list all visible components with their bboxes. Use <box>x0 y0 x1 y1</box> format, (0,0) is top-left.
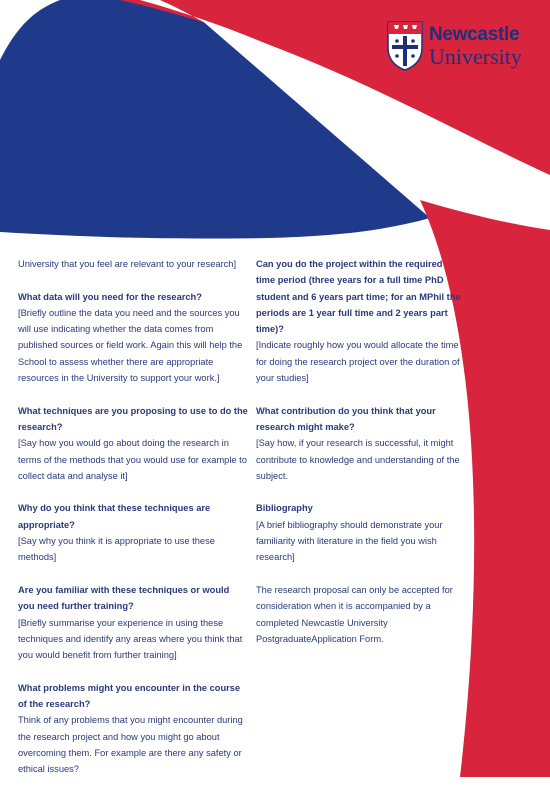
section-appropriate <box>18 500 248 565</box>
intro-text: University that you feel are relevant to your research] <box>18 259 237 269</box>
right-column <box>256 256 462 663</box>
section-problems <box>18 680 248 778</box>
section-bibliography <box>256 500 462 565</box>
section-body: [Briefly summarise your experience in using these techniques and identify any areas where you think that you would benefit from further training] <box>18 617 243 661</box>
section-heading: What techniques are you proposing to use to do the research? <box>18 405 248 432</box>
logo-wordmark <box>429 25 522 68</box>
section-body: Think of any problems that you might encounter during the research project and how you might go about overcoming them. For example are there any safety or ethical issues? <box>18 715 243 775</box>
closing-paragraph <box>256 582 462 647</box>
intro-paragraph <box>18 256 248 272</box>
section-heading: What data will you need for the research? <box>18 291 202 302</box>
university-logo <box>386 17 528 75</box>
shield-crest-icon <box>386 20 424 72</box>
section-body: [Say how you would go about doing the research in terms of the methods that you would use for example to collect data and analyse it] <box>18 438 247 481</box>
section-time-period <box>256 256 462 386</box>
section-training <box>18 582 248 663</box>
section-heading: Are you familiar with these techniques or would you need further training? <box>18 584 230 612</box>
section-body: [A brief bibliography should demonstrate your familiarity with literature in the field you wish research] <box>256 519 443 563</box>
section-data <box>18 289 248 387</box>
logo-line1: Newcastle <box>429 23 520 45</box>
section-heading: What problems might you encounter in the course of the research? <box>18 682 241 710</box>
section-body: [Say how, if your research is successful, it might contribute to knowledge and understanding of the subject. <box>256 438 460 481</box>
section-body: [Indicate roughly how you would allocate the time for doing the research project over the duration of your studies] <box>256 340 460 384</box>
section-heading: Why do you think that these techniques are appropriate? <box>18 503 211 530</box>
section-heading: Can you do the project within the required time period (three years for a full time PhD student and 6 years part time; for an MPhil the periods are 1 year full time and 2 years part time)? <box>256 259 461 335</box>
logo-line2: University <box>429 43 522 69</box>
section-heading: Bibliography <box>256 503 313 514</box>
section-contribution <box>256 403 462 484</box>
section-heading: What contribution do you think that your research might make? <box>256 405 436 432</box>
left-column <box>18 256 248 794</box>
section-body: [Say why you think it is appropriate to use these methods] <box>18 536 215 563</box>
section-body: [Briefly outline the data you need and the sources you will use indicating whether the data comes from published sources or field work. Again this will help the School to assess whether there are appropriate resources in the University to support your work.] <box>18 307 243 384</box>
closing-text: The research proposal can only be accepted for consideration when it is accompanied by a completed Newcastle University PostgraduateApplication Form. <box>256 584 453 644</box>
section-techniques <box>18 403 248 484</box>
